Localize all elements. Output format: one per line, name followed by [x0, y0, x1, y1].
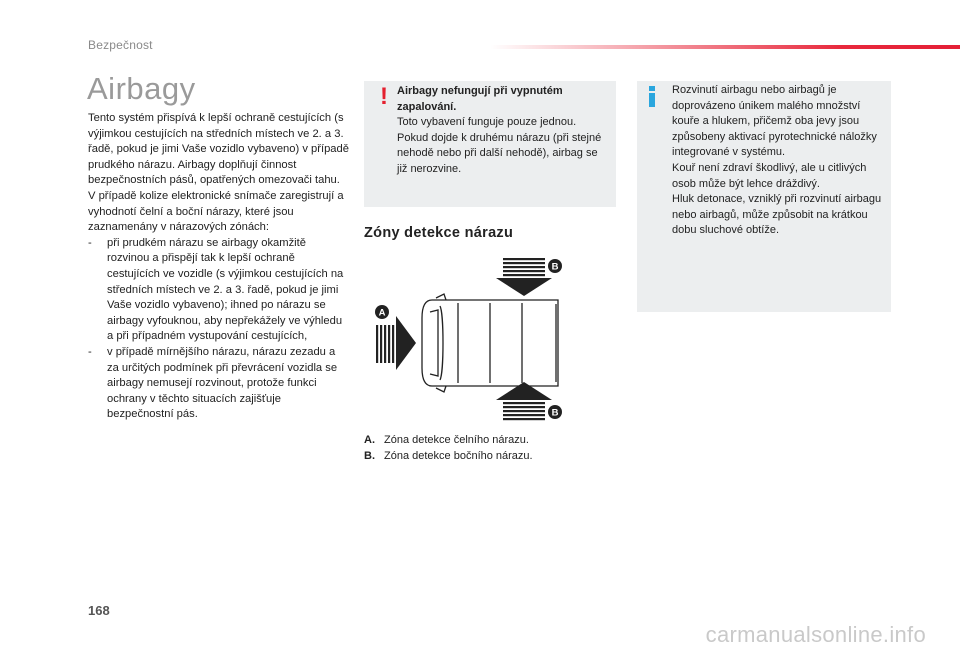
watermark: carmanualsonline.info: [705, 622, 926, 647]
legend-key: B.: [364, 450, 375, 462]
section-label: Bezpečnost: [88, 38, 153, 52]
badge-b-top-label: B: [551, 261, 559, 273]
zones-heading: Zóny detekce nárazu: [364, 225, 514, 241]
list-item: [88, 236, 350, 345]
intro-text: [88, 111, 350, 423]
side-impact-arrow-top: [496, 258, 552, 296]
zones-legend: [364, 432, 604, 464]
list-dash: -: [88, 236, 92, 249]
front-impact-arrow: [376, 316, 416, 370]
side-impact-arrow-bottom: [496, 382, 552, 420]
intro-paragraph-1: Tento systém přispívá k lepší ochraně cestujících (s výjimkou cestujících na středních místech ve 2. a 3. řadě, pokud je jimi Vaše vozidlo vybaveno) v případě prudkého nárazu. Airbagy doplňují činnost bezpečnostních pásů, opatřených omezovači tahu.: [88, 112, 349, 187]
legend-text: Zóna detekce čelního nárazu.: [384, 434, 529, 446]
page-number: 168: [88, 603, 110, 618]
intro-paragraph-2: V případě kolize elektronické snímače zaregistrují a vyhodnotí čelní a boční nárazy, které jsou zaznamenány v nárazových zónách:: [88, 189, 344, 234]
info-text: [672, 83, 886, 239]
warning-title: Airbagy nefungují při vypnutém zapalování.: [397, 85, 563, 113]
header-gradient-rule: [490, 45, 960, 49]
list-item: [88, 345, 350, 423]
vehicle-top-view: [422, 294, 558, 392]
warning-body: Toto vybavení funguje pouze jednou. Pokud dojde k druhému nárazu (při stejné nehodě nebo při další nehodě), airbag se již nerozvine.: [397, 116, 602, 175]
list-dash: -: [88, 345, 92, 358]
warning-exclamation-icon: !: [380, 83, 388, 110]
legend-item: [364, 432, 604, 448]
legend-text: Zóna detekce bočního nárazu.: [384, 450, 533, 462]
info-paragraph-2: Kouř není zdraví škodlivý, ale u citlivých osob může být lehce dráždivý.: [672, 161, 867, 190]
page-title: Airbagy: [87, 71, 196, 106]
info-icon: [647, 86, 657, 106]
intro-list: [88, 236, 350, 423]
info-paragraph-3: Hluk detonace, vzniklý při rozvinutí airbagu nebo airbagů, může způsobit na krátkou dobu sluchové obtíže.: [672, 193, 882, 237]
warning-box: [364, 81, 616, 207]
info-paragraph-1: Rozvinutí airbagu nebo airbagů je doprovázeno únikem malého množství kouře a hlukem, přičemž oba jevy jsou způsobeny aktivací pyrotechnické náložky integrované v systému.: [672, 84, 877, 159]
legend-key: A.: [364, 434, 375, 446]
badge-a: [375, 305, 389, 319]
list-item-text: v případě mírnějšího nárazu, nárazu zezadu a za určitých podmínek při převrácení vozidla se airbagy nemusejí rozvinout, protože funkci ochrany v těchto situacích zajišťuje bezpečnostní pás.: [107, 345, 338, 421]
info-box: [637, 81, 891, 312]
impact-zones-diagram: [372, 254, 568, 426]
badge-b-bottom-label: B: [551, 407, 559, 419]
warning-text: [397, 84, 609, 177]
badge-b-bottom: [548, 405, 562, 419]
badge-a-label: A: [378, 307, 386, 319]
legend-item: [364, 448, 604, 464]
badge-b-top: [548, 259, 562, 273]
list-item-text: při prudkém nárazu se airbagy okamžitě rozvinou a přispějí tak k lepší ochraně cestujících ve vozidle (s výjimkou cestujících na středních místech ve 2. a 3. řadě, pokud je jimi Vaše vozidlo vybaveno); ihned po nárazu se airbagy vyfouknou, aby nepřekážely ve výhledu a při případném vystupování cestujících,: [107, 236, 344, 343]
